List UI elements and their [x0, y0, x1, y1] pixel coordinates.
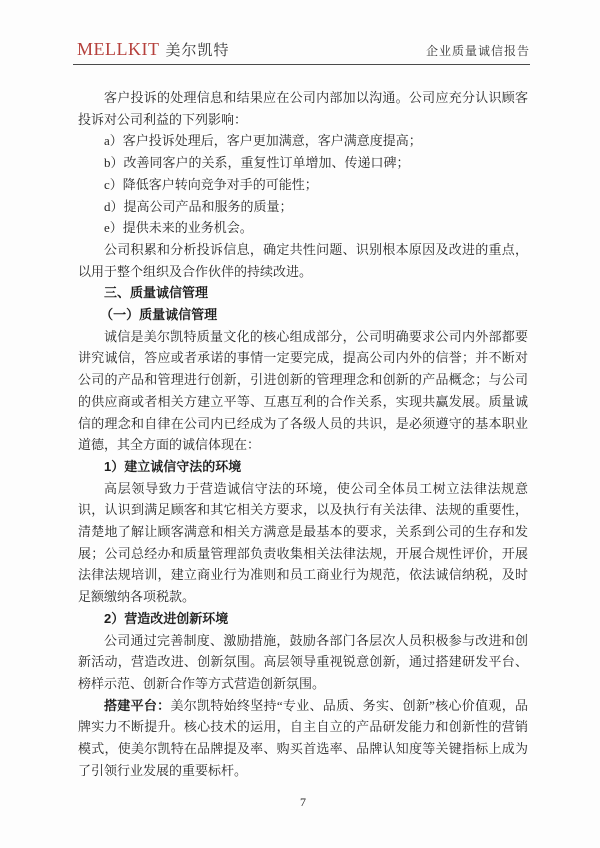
list-item-a: a）客户投诉处理后，客户更加满意，客户满意度提高；: [104, 133, 422, 149]
page-footer: [78, 792, 528, 814]
platform-building-lead: 搭建平台：: [104, 697, 171, 713]
page-header: [73, 0, 530, 65]
heading-subsection-1: （一）质量诚信管理: [100, 307, 218, 323]
company-logo: [73, 39, 230, 60]
report-title: 企业质量诚信报告: [425, 44, 530, 58]
document-body: [0, 65, 600, 813]
paragraph-platform-building: [78, 695, 528, 782]
paragraph-complaint-analysis: 公司积累和分析投诉信息，确定共性问题、识别根本原因及改进的重点，以用于整个组织及合作伙伴的持续改进。: [78, 241, 528, 279]
list-item-d: d）提高公司产品和服务的质量；: [104, 198, 293, 214]
list-item-b: b）改善同客户的关系，重复性订单增加、传递口碑；: [104, 155, 410, 171]
list-item-c: c）降低客户转向竞争对手的可能性；: [104, 176, 318, 192]
paragraph-integrity-culture: 诚信是美尔凯特质量文化的核心组成部分，公司明确要求公司内外部都要讲究诚信，答应或者承诺的事情一定要完成，提高公司内外的信誉；并不断对公司的产品和管理进行创新，引进创新的管理理念和创新的产品概念；与公司的供应商或者相关方建立平等、互惠互利的合作关系，实现共赢发展。质量诚信的理念和自律在公司内已经成为了各级人员的共识，是必须遵守的基本职业道德，其全方面的诚信体现在：: [78, 328, 528, 453]
platform-building-text: 美尔凯特始终坚持“专业、品质、务实、创新”核心价值观，品牌实力不断提升。核心技术的运用，自主自立的产品研发能力和创新性的营销模式，使美尔凯特在品牌提及率、购买首选率、品牌认知度等关键指标上成为了引领行业发展的重要标杆。: [78, 697, 528, 778]
page-number: 7: [300, 794, 306, 809]
list-item-e: e）提供未来的业务机会。: [104, 220, 253, 236]
logo-latin-text: MELLKIT: [77, 39, 160, 59]
heading-innovation-environment: 2）营造改进创新环境: [104, 610, 229, 626]
heading-law-environment: 1）建立诚信守法的环境: [104, 458, 242, 474]
paragraph-complaint-communication: 客户投诉的处理信息和结果应在公司内部加以沟通。公司应充分认识顾客投诉对公司利益的下列影响：: [78, 90, 528, 127]
heading-section-3: 三、质量诚信管理: [104, 285, 209, 301]
logo-chinese-text: 美尔凯特: [165, 43, 230, 59]
paragraph-law-environment: 高层领导致力于营造诚信守法的环境，使公司全体员工树立法律法规意识，认识到满足顾客和其它相关方要求，以及执行有关法律、法规的重要性，清楚地了解让顾客满意和相关方满意是最基本的要求，关系到公司的生存和发展；公司总经办和质量管理部负责收集相关法律法规，开展合规性评价，开展法律法规培训，建立商业行为准则和员工商业行为规范，依法诚信纳税，及时足额缴纳各项税款。: [78, 480, 528, 605]
paragraph-innovation-environment: 公司通过完善制度、激励措施，鼓励各部门各层次人员积极参与改进和创新活动，营造改进、创新氛围。高层领导重视锐意创新，通过搭建研发平台、榜样示范、创新合作等方式营造创新氛围。: [78, 632, 528, 691]
